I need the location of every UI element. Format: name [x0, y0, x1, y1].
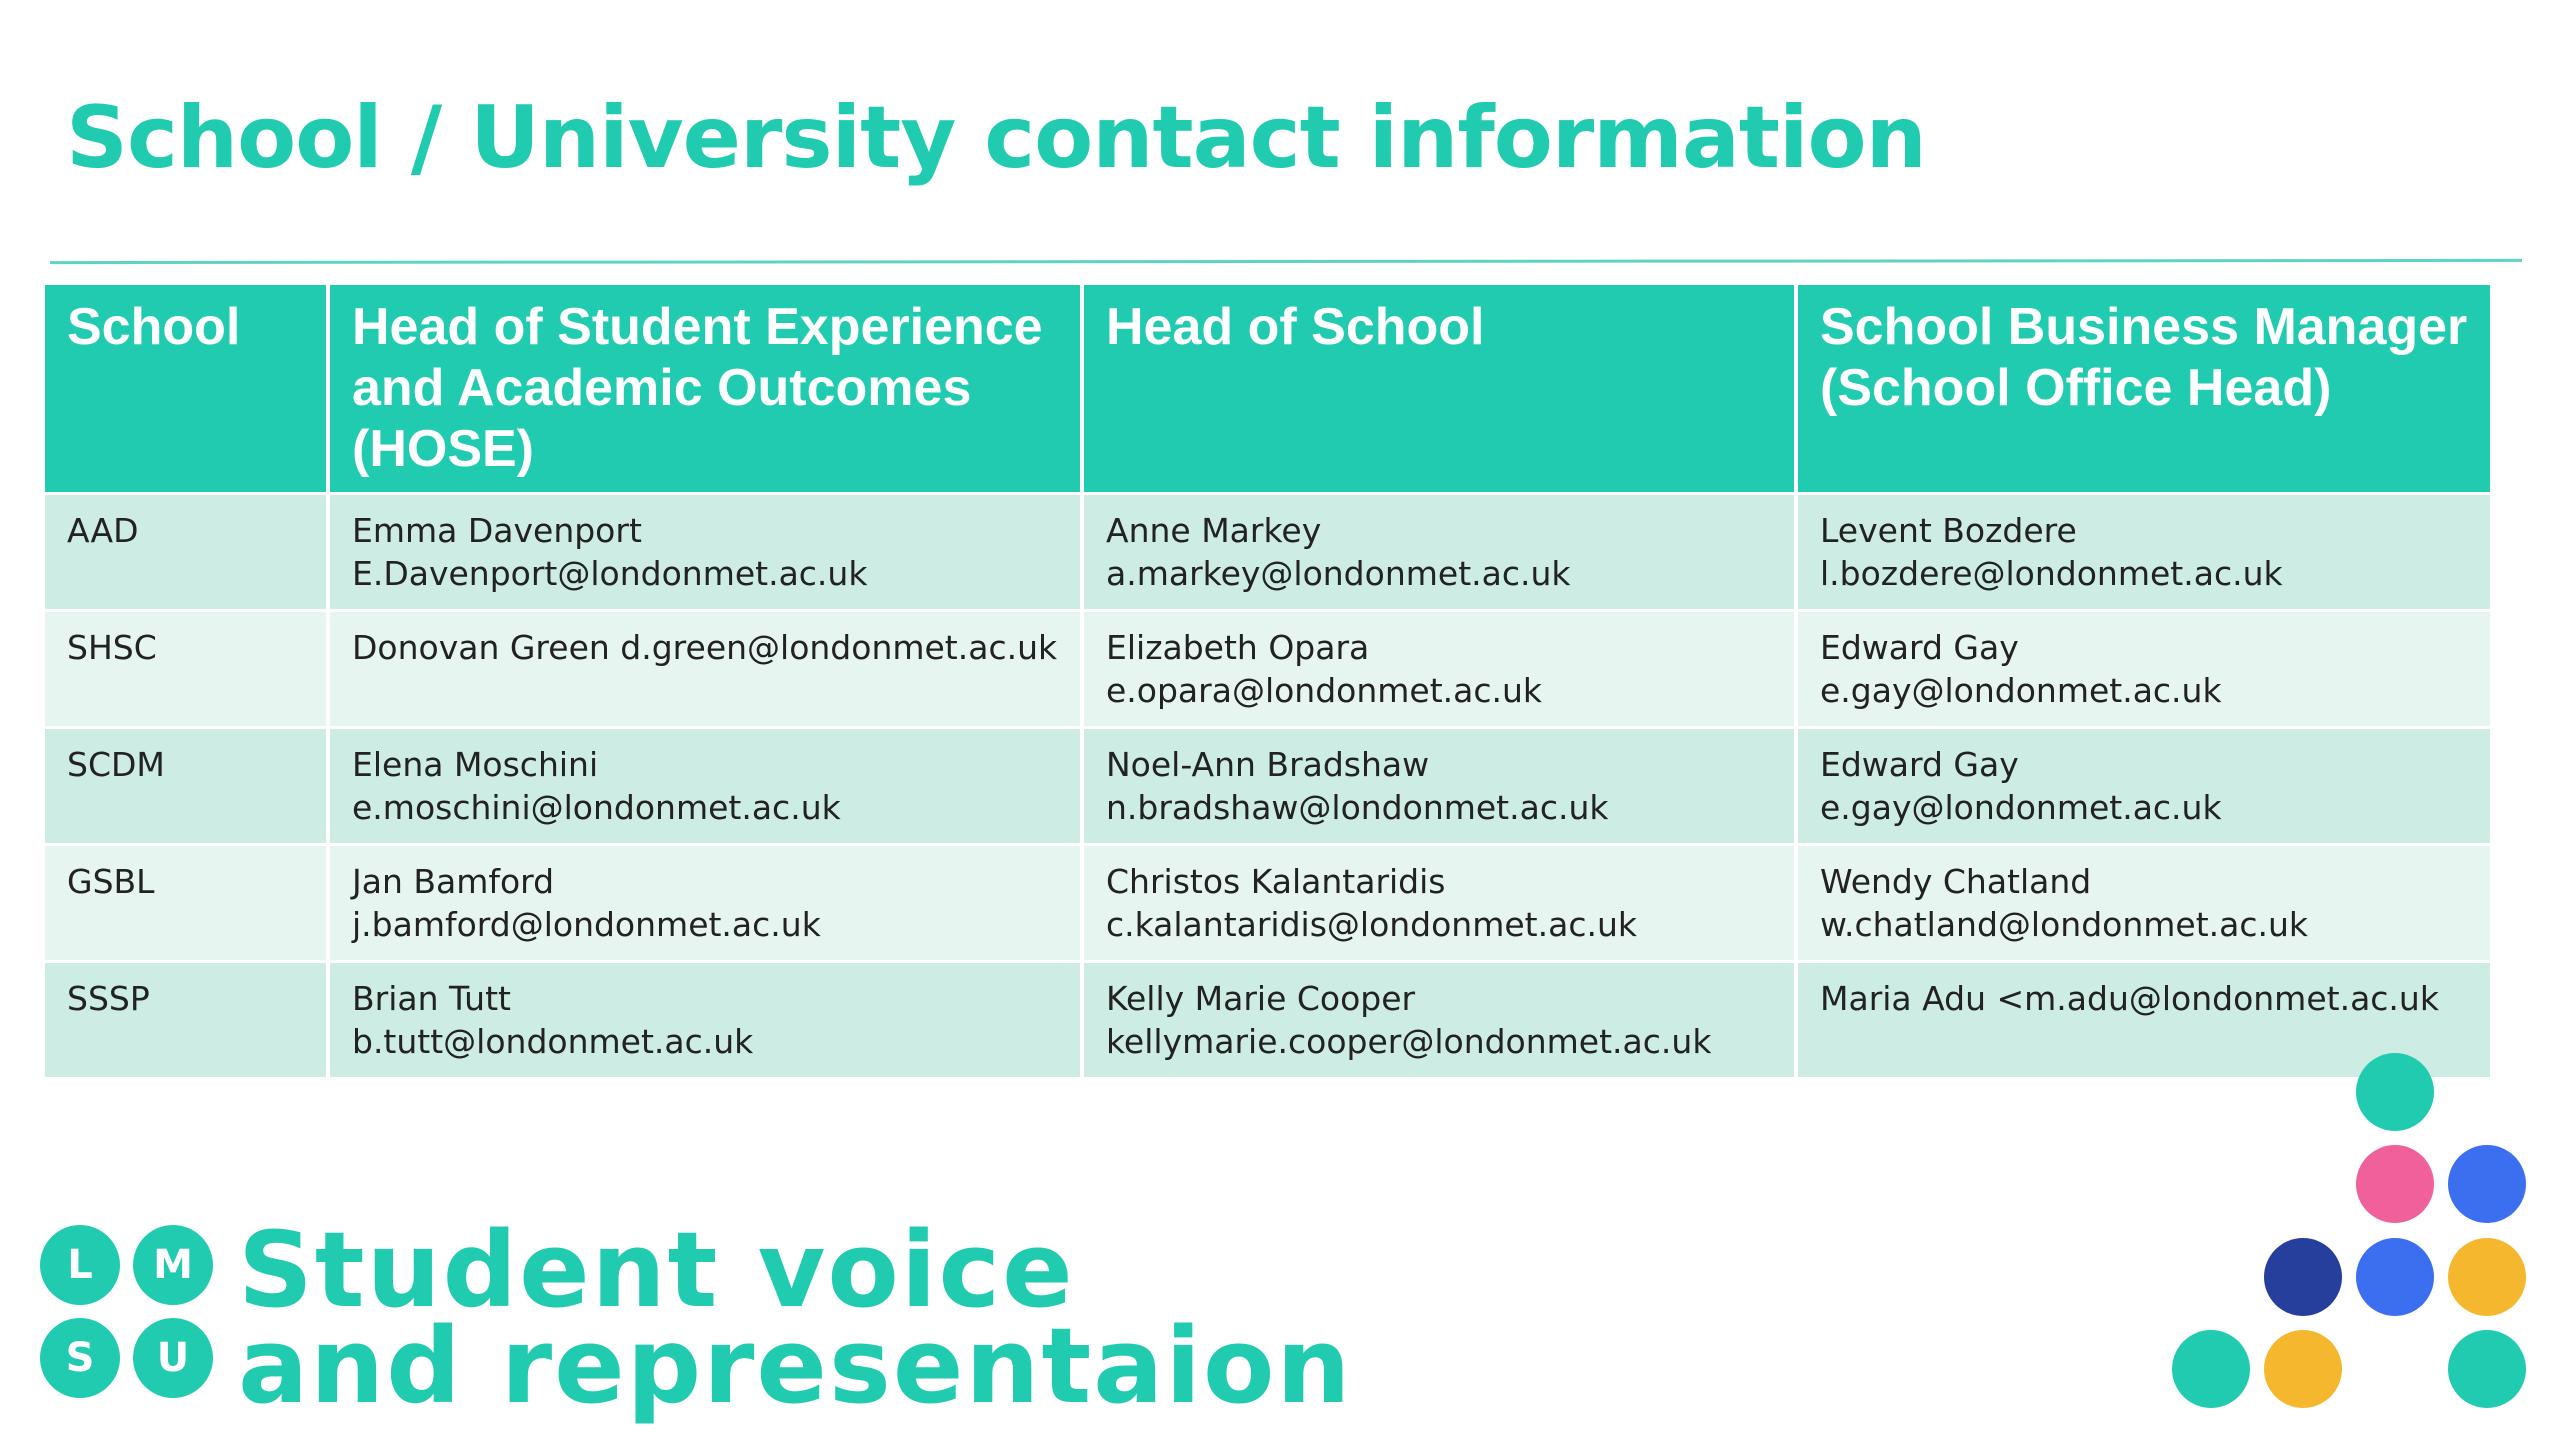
head-cell	[1084, 963, 1794, 1077]
contact-name: Donovan Green d.green@londonmet.ac.uk	[352, 628, 1058, 667]
school-code: AAD	[45, 495, 326, 609]
contact-name: Kelly Marie Cooper	[1106, 979, 1416, 1018]
contact-name: Brian Tutt	[352, 979, 511, 1018]
contact-name: Christos Kalantaridis	[1106, 862, 1446, 901]
contact-email: a.markey@londonmet.ac.uk	[1106, 554, 1571, 593]
manager-cell	[1798, 846, 2490, 960]
manager-cell	[1798, 495, 2490, 609]
hose-cell	[330, 729, 1080, 843]
head-cell	[1084, 495, 1794, 609]
dot-teal	[2448, 1330, 2526, 1408]
hose-cell	[330, 495, 1080, 609]
head-cell	[1084, 612, 1794, 726]
contact-email: b.tutt@londonmet.ac.uk	[352, 1022, 754, 1061]
head-cell	[1084, 846, 1794, 960]
logo-badge-l: L	[40, 1225, 120, 1305]
contact-email: e.opara@londonmet.ac.uk	[1106, 671, 1543, 710]
contact-name: Anne Markey	[1106, 511, 1322, 550]
hose-cell	[330, 846, 1080, 960]
contact-email: c.kalantaridis@londonmet.ac.uk	[1106, 905, 1637, 944]
manager-cell	[1798, 612, 2490, 726]
header-hose: Head of Student Experience and Academic Outcomes (HOSE)	[330, 285, 1080, 492]
hose-cell	[330, 612, 1080, 726]
logo-text-line-2: and representaion	[238, 1305, 1353, 1427]
logo-badge-s: S	[40, 1318, 120, 1398]
contact-name: Jan Bamford	[352, 862, 555, 901]
logo-badge-m: M	[133, 1225, 213, 1305]
header-school: School	[45, 285, 326, 492]
contact-name: Levent Bozdere	[1820, 511, 2077, 550]
contact-name: Emma Davenport	[352, 511, 642, 550]
dot-blue	[2356, 1238, 2434, 1316]
head-cell	[1084, 729, 1794, 843]
contact-name: Edward Gay	[1820, 745, 2019, 784]
logo-text-line-1: Student voice	[238, 1209, 1075, 1331]
dot-navy	[2264, 1238, 2342, 1316]
dot-teal	[2172, 1330, 2250, 1408]
logo-badge-u: U	[133, 1318, 213, 1398]
contact-email: w.chatland@londonmet.ac.uk	[1820, 905, 2309, 944]
dot-amber	[2264, 1330, 2342, 1408]
contact-name: Elizabeth Opara	[1106, 628, 1370, 667]
table-row	[45, 729, 2490, 843]
contact-name: Edward Gay	[1820, 628, 2019, 667]
dot-blue	[2448, 1145, 2526, 1223]
hose-cell	[330, 963, 1080, 1077]
title-divider	[50, 259, 2522, 264]
contacts-table	[41, 282, 2494, 1080]
school-code: SCDM	[45, 729, 326, 843]
contact-name: Maria Adu <m.adu@londonmet.ac.uk	[1820, 979, 2439, 1018]
contact-email: e.gay@londonmet.ac.uk	[1820, 671, 2222, 710]
contact-email: E.Davenport@londonmet.ac.uk	[352, 554, 868, 593]
table-row	[45, 846, 2490, 960]
contact-email: n.bradshaw@londonmet.ac.uk	[1106, 788, 1609, 827]
contact-name: Elena Moschini	[352, 745, 599, 784]
header-head-of-school: Head of School	[1084, 285, 1794, 492]
contact-email: j.bamford@londonmet.ac.uk	[352, 905, 821, 944]
dot-teal	[2356, 1053, 2434, 1131]
table-row	[45, 963, 2490, 1077]
contact-email: l.bozdere@londonmet.ac.uk	[1820, 554, 2283, 593]
contact-email: e.gay@londonmet.ac.uk	[1820, 788, 2222, 827]
page-title: School / University contact information	[66, 88, 1926, 188]
dot-amber	[2448, 1238, 2526, 1316]
contact-email: e.moschini@londonmet.ac.uk	[352, 788, 841, 827]
school-code: SHSC	[45, 612, 326, 726]
school-code: GSBL	[45, 846, 326, 960]
table-row	[45, 612, 2490, 726]
contact-email: kellymarie.cooper@londonmet.ac.uk	[1106, 1022, 1712, 1061]
manager-cell	[1798, 729, 2490, 843]
contact-name: Noel-Ann Bradshaw	[1106, 745, 1430, 784]
table-row	[45, 495, 2490, 609]
header-business-manager: School Business Manager (School Office Head)	[1798, 285, 2490, 492]
contact-name: Wendy Chatland	[1820, 862, 2092, 901]
table-header-row	[45, 285, 2490, 492]
dot-pink	[2356, 1145, 2434, 1223]
school-code: SSSP	[45, 963, 326, 1077]
